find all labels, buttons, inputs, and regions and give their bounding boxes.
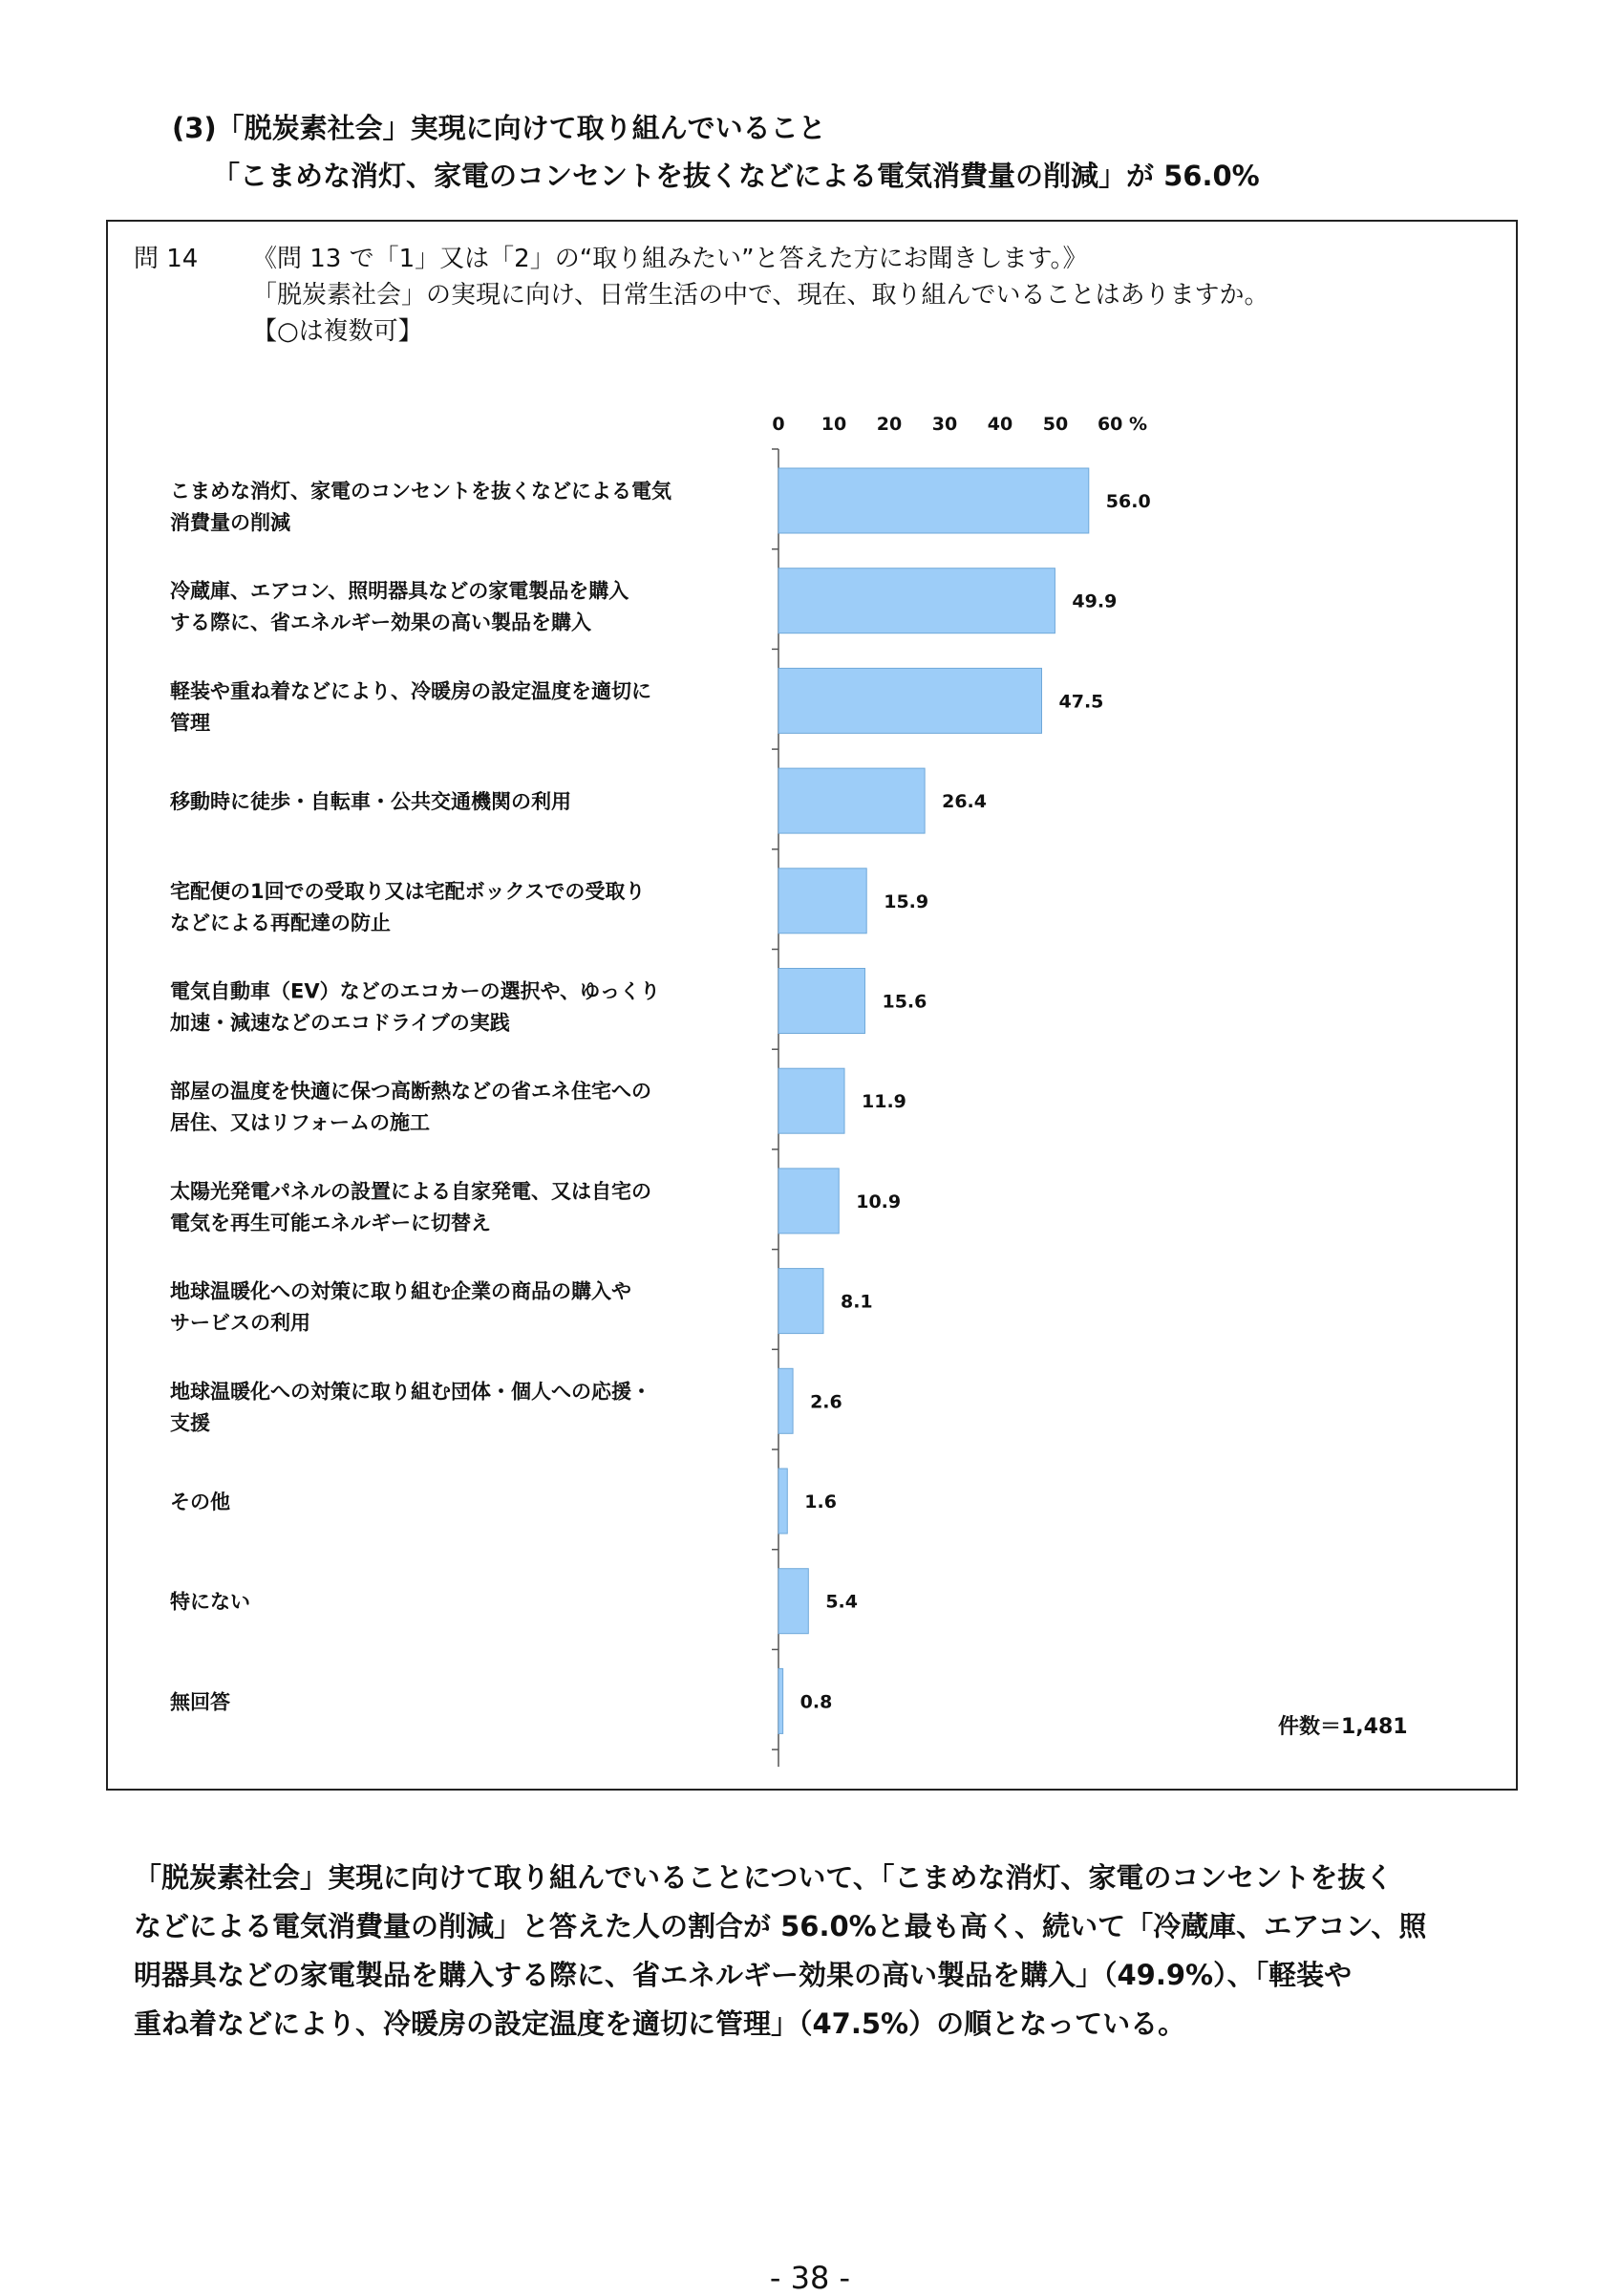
category-label: 部屋の温度を快適に保つ高断熱などの省エネ住宅への (170, 1080, 651, 1104)
category-label: 支援 (170, 1411, 210, 1435)
category-label: 管理 (170, 711, 210, 735)
section-heading: (3)「脱炭素社会」実現に向けて取り組んでいること (172, 112, 826, 144)
category-label: その他 (170, 1491, 230, 1513)
bar-value-label: 47.5 (1058, 691, 1104, 713)
bar-value-label: 11.9 (862, 1091, 906, 1113)
category-label: などによる再配達の防止 (170, 911, 391, 934)
summary-line: 「脱炭素社会」実現に向けて取り組んでいることについて、「こまめな消灯、家電のコンセントを抜く (134, 1861, 1394, 1894)
question-note: 【○は複数可】 (252, 317, 423, 346)
question-text: 「脱炭素社会」の実現に向け、日常生活の中で、現在、取り組んでいることはありますか。 (252, 281, 1269, 310)
x-tick-label: 40 (987, 414, 1013, 435)
bar (778, 1068, 844, 1133)
bar (778, 969, 864, 1034)
category-label: こまめな消灯、家電のコンセントを抜くなどによる電気 (170, 480, 671, 503)
bar (778, 869, 866, 933)
category-label: する際に、省エネルギー効果の高い製品を購入 (170, 611, 591, 634)
bar (778, 1269, 823, 1334)
question-number: 問 14 (134, 245, 199, 273)
category-label: 軽装や重ね着などにより、冷暖房の設定温度を適切に (170, 679, 651, 703)
bar (778, 668, 1042, 733)
bar-value-label: 15.9 (884, 891, 929, 912)
bar-value-label: 8.1 (840, 1291, 873, 1313)
bar (778, 1469, 787, 1534)
bar (778, 768, 925, 833)
question-condition: 《問 13 で「1」又は「2」の“取り組みたい”と答えた方にお聞きします。》 (252, 245, 1088, 273)
category-label: 消費量の削減 (170, 511, 290, 534)
bar-value-label: 2.6 (810, 1391, 842, 1413)
bar (778, 1569, 808, 1634)
bar-value-label: 10.9 (856, 1191, 902, 1212)
x-tick-label: 20 (876, 414, 903, 435)
bar (778, 1368, 793, 1433)
bar (778, 569, 1055, 633)
summary-line: 明器具などの家電製品を購入する際に、省エネルギー効果の高い製品を購入」（49.9%）、「軽装や (134, 1959, 1353, 1991)
x-tick-label: 10 (821, 414, 847, 435)
x-tick-label: 60 % (1097, 414, 1148, 435)
category-label: 地球温暖化への対策に取り組む団体・個人への応援・ (170, 1380, 651, 1404)
bar-value-label: 15.6 (882, 991, 927, 1013)
category-label: 冷蔵庫、エアコン、照明器具などの家電製品を購入 (170, 579, 629, 603)
category-label: 太陽光発電パネルの設置による自家発電、又は自宅の (170, 1179, 651, 1203)
category-label: 加速・減速などのエコドライブの実践 (170, 1011, 510, 1035)
category-label: 無回答 (170, 1690, 230, 1714)
section-subheading: 「こまめな消灯、家電のコンセントを抜くなどによる電気消費量の削減」が 56.0% (212, 160, 1260, 192)
bar-value-label: 56.0 (1105, 491, 1151, 512)
category-label: 電気を再生可能エネルギーに切替え (170, 1211, 491, 1234)
bar (778, 468, 1089, 533)
category-label: 地球温暖化への対策に取り組む企業の商品の購入や (170, 1279, 631, 1303)
summary-line: 重ね着などにより、冷暖房の設定温度を適切に管理」（47.5%）の順となっている。 (134, 2007, 1186, 2040)
bar (778, 1169, 839, 1234)
bar-value-label: 5.4 (825, 1591, 858, 1613)
x-tick-label: 50 (1042, 414, 1069, 435)
page-number: - 38 - (769, 2260, 851, 2296)
x-tick-label: 0 (772, 414, 785, 435)
category-label: 宅配便の1回での受取り又は宅配ボックスでの受取り (170, 879, 646, 903)
bar-value-label: 0.8 (799, 1691, 833, 1713)
category-label: 移動時に徒歩・自転車・公共交通機関の利用 (170, 790, 571, 814)
summary-paragraph (134, 1854, 1500, 2049)
bar-value-label: 49.9 (1072, 590, 1118, 612)
category-label: 電気自動車（EV）などのエコカーの選択や、ゆっくり (170, 979, 660, 1003)
bar (778, 1668, 783, 1733)
bar-value-label: 26.4 (942, 791, 988, 813)
category-label: 居住、又はリフォームの施工 (170, 1111, 430, 1135)
x-tick-label: 30 (931, 414, 958, 435)
category-label: 特にない (170, 1590, 250, 1614)
sample-size-label: 件数＝1,481 (1278, 1715, 1408, 1739)
category-label: サービスの利用 (170, 1311, 310, 1335)
bar-value-label: 1.6 (804, 1491, 837, 1513)
summary-line: などによる電気消費量の削減」と答えた人の割合が 56.0%と最も高く、続いて「冷蔵庫、エアコン、照 (134, 1910, 1427, 1942)
